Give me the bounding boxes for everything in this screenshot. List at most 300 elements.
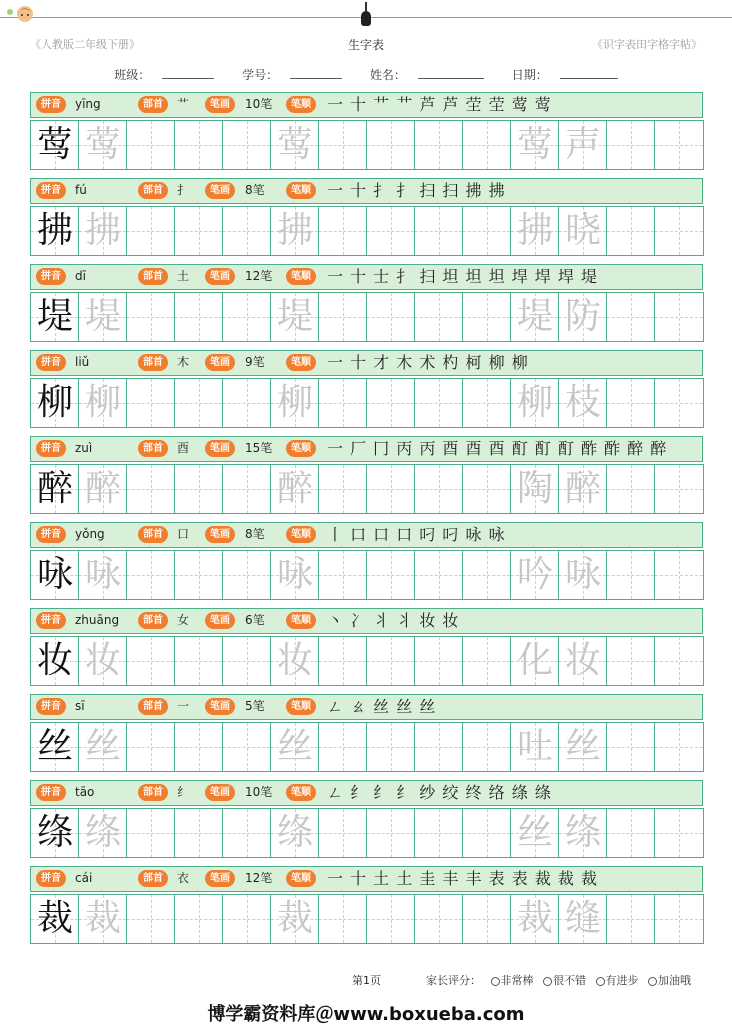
grid-cell[interactable]: [511, 379, 559, 427]
grid-cell[interactable]: [511, 293, 559, 341]
grid-cell[interactable]: [367, 637, 415, 685]
pinyin-value: yǒng: [75, 527, 105, 541]
grid-cell[interactable]: [127, 207, 175, 255]
model-character: 绦: [36, 812, 73, 853]
grid-cell[interactable]: [319, 723, 367, 771]
pinyin-tag: 拼音: [36, 612, 66, 629]
grid-cell[interactable]: [175, 465, 223, 513]
grid-cell[interactable]: [367, 723, 415, 771]
radical-value: 扌: [177, 183, 190, 197]
grid-cell[interactable]: [223, 465, 271, 513]
grid-cell[interactable]: [607, 293, 655, 341]
grid-cell[interactable]: [367, 895, 415, 943]
tian-grid-row: [30, 464, 704, 514]
grid-cell[interactable]: [367, 465, 415, 513]
grid-cell[interactable]: [559, 551, 607, 599]
grid-cell[interactable]: [463, 723, 511, 771]
grid-cell[interactable]: [607, 465, 655, 513]
grid-cell[interactable]: [511, 551, 559, 599]
grid-cell[interactable]: [31, 637, 79, 685]
grid-cell[interactable]: [655, 895, 703, 943]
pinyin-value: sī: [75, 699, 85, 713]
radical-value: 酉: [177, 441, 190, 455]
grid-cell[interactable]: [223, 293, 271, 341]
stroke-count: 10笔: [245, 97, 273, 111]
grid-cell[interactable]: [415, 637, 463, 685]
grid-cell[interactable]: [367, 293, 415, 341]
grid-cell[interactable]: [223, 207, 271, 255]
pinyin-tag: 拼音: [36, 698, 66, 715]
grid-cell[interactable]: [31, 207, 79, 255]
model-character: 咏: [36, 554, 73, 595]
strokes-tag: 笔画: [205, 526, 235, 543]
grid-cell[interactable]: [415, 465, 463, 513]
word-character: 妆: [564, 640, 601, 681]
character-meta-bar: [30, 780, 703, 806]
grid-cell[interactable]: [367, 809, 415, 857]
grid-cell[interactable]: [127, 379, 175, 427]
strokes-tag: 笔画: [205, 612, 235, 629]
pinyin-tag: 拼音: [36, 182, 66, 199]
grid-cell[interactable]: [415, 551, 463, 599]
stroke-order-tag: 笔顺: [286, 784, 316, 801]
grid-cell[interactable]: [127, 293, 175, 341]
stroke-count: 15笔: [245, 441, 273, 455]
model-character: 莺: [36, 124, 73, 165]
radical-tag: 部首: [138, 526, 168, 543]
grid-cell[interactable]: [415, 809, 463, 857]
word-character: 吟: [516, 554, 553, 595]
model-character: 裁: [36, 898, 73, 939]
grid-cell[interactable]: [223, 809, 271, 857]
grid-cell[interactable]: [655, 293, 703, 341]
grid-cell[interactable]: [271, 465, 319, 513]
grid-cell[interactable]: [271, 207, 319, 255]
word-character: 丝: [564, 726, 601, 767]
character-meta-bar: [30, 178, 703, 204]
grid-cell[interactable]: [463, 121, 511, 169]
grid-cell[interactable]: [223, 637, 271, 685]
page-title: 生字表: [347, 38, 384, 52]
grid-cell[interactable]: [559, 895, 607, 943]
grid-cell[interactable]: [655, 207, 703, 255]
pinyin-value: yīng: [75, 97, 101, 111]
grid-cell[interactable]: [511, 207, 559, 255]
stroke-order-tag: 笔顺: [286, 526, 316, 543]
grid-cell[interactable]: [367, 207, 415, 255]
radical-value: 艹: [177, 97, 190, 111]
grid-cell[interactable]: [31, 723, 79, 771]
stroke-order-tag: 笔顺: [286, 698, 316, 715]
strokes-tag: 笔画: [205, 354, 235, 371]
stroke-order-sequence: ㄥ ㄠ 丝 丝 丝: [327, 697, 437, 716]
word-character: 丝: [516, 812, 553, 853]
grid-cell[interactable]: [415, 293, 463, 341]
radical-value: 女: [177, 613, 190, 627]
trace-character: 妆: [276, 640, 313, 681]
grid-cell[interactable]: [463, 207, 511, 255]
grid-cell[interactable]: [127, 551, 175, 599]
rating-option-keep-going[interactable]: 加油哦: [648, 974, 691, 987]
strokes-tag: 笔画: [205, 870, 235, 887]
name-blank[interactable]: [418, 67, 484, 79]
grid-cell[interactable]: [271, 637, 319, 685]
strokes-tag: 笔画: [205, 268, 235, 285]
model-character: 醉: [36, 468, 73, 509]
radical-value: 木: [177, 355, 190, 369]
rating-option-good[interactable]: 很不错: [543, 974, 586, 987]
radical-tag: 部首: [138, 784, 168, 801]
grid-cell[interactable]: [127, 895, 175, 943]
word-character: 拂: [516, 210, 553, 251]
rating-option-excellent[interactable]: 非常棒: [491, 974, 534, 987]
pinyin-tag: 拼音: [36, 440, 66, 457]
grid-cell[interactable]: [175, 207, 223, 255]
grid-cell[interactable]: [79, 293, 127, 341]
grid-cell[interactable]: [175, 121, 223, 169]
radical-tag: 部首: [138, 612, 168, 629]
grid-cell[interactable]: [607, 723, 655, 771]
grid-cell[interactable]: [79, 121, 127, 169]
grid-cell[interactable]: [223, 895, 271, 943]
grid-cell[interactable]: [271, 379, 319, 427]
strokes-tag: 笔画: [205, 96, 235, 113]
word-character: 绦: [564, 812, 601, 853]
grid-cell[interactable]: [223, 723, 271, 771]
grid-cell[interactable]: [31, 293, 79, 341]
trace-character: 咏: [276, 554, 313, 595]
pinyin-value: dī: [75, 269, 86, 283]
grid-cell[interactable]: [223, 121, 271, 169]
name-label: 姓名：: [369, 68, 406, 82]
parent-rating: [426, 972, 691, 988]
grid-cell[interactable]: [607, 379, 655, 427]
grid-cell[interactable]: [463, 551, 511, 599]
word-character: 化: [516, 640, 553, 681]
trace-character: 莺: [84, 124, 121, 165]
id-blank[interactable]: [290, 67, 342, 79]
grid-cell[interactable]: [415, 379, 463, 427]
radical-tag: 部首: [138, 698, 168, 715]
word-character: 醉: [564, 468, 601, 509]
grid-cell[interactable]: [127, 809, 175, 857]
grid-cell[interactable]: [511, 637, 559, 685]
character-meta-bar: [30, 608, 703, 634]
tian-grid-row: [30, 378, 704, 428]
character-meta-bar: [30, 694, 703, 720]
radical-value: 一: [177, 699, 190, 713]
grid-cell[interactable]: [31, 121, 79, 169]
grid-cell[interactable]: [319, 207, 367, 255]
character-meta-bar: [30, 350, 703, 376]
stroke-order-sequence: ㄥ 纟 纟 纟 纱 绞 终 络 绦 绦: [327, 783, 552, 802]
grid-cell[interactable]: [175, 809, 223, 857]
pinyin-tag: 拼音: [36, 354, 66, 371]
grid-cell[interactable]: [79, 637, 127, 685]
grid-cell[interactable]: [655, 551, 703, 599]
trace-character: 醉: [84, 468, 121, 509]
grid-cell[interactable]: [319, 637, 367, 685]
tian-grid-row: [30, 206, 704, 256]
radical-tag: 部首: [138, 268, 168, 285]
student-info-line: [0, 66, 732, 83]
character-meta-bar: [30, 436, 703, 462]
grid-cell[interactable]: [223, 551, 271, 599]
grid-cell[interactable]: [367, 379, 415, 427]
grid-cell[interactable]: [31, 379, 79, 427]
pinyin-value: tāo: [75, 785, 95, 799]
grid-cell[interactable]: [31, 895, 79, 943]
grid-cell[interactable]: [463, 895, 511, 943]
pinyin-tag: 拼音: [36, 268, 66, 285]
grid-cell[interactable]: [607, 637, 655, 685]
grid-cell[interactable]: [223, 379, 271, 427]
trace-character: 拂: [84, 210, 121, 251]
grid-cell[interactable]: [127, 121, 175, 169]
grid-cell[interactable]: [511, 895, 559, 943]
stroke-order-tag: 笔顺: [286, 268, 316, 285]
grid-cell[interactable]: [175, 637, 223, 685]
grid-cell[interactable]: [655, 723, 703, 771]
grid-cell[interactable]: [415, 207, 463, 255]
book-series-label: 《人教版二年级下册》: [30, 38, 140, 51]
pinyin-tag: 拼音: [36, 784, 66, 801]
stroke-count: 9笔: [245, 355, 265, 369]
tian-grid-row: [30, 894, 704, 944]
grid-cell[interactable]: [607, 551, 655, 599]
strokes-tag: 笔画: [205, 784, 235, 801]
grid-cell[interactable]: [655, 465, 703, 513]
date-blank[interactable]: [560, 67, 618, 79]
stroke-count: 10笔: [245, 785, 273, 799]
id-label: 学号：: [242, 68, 279, 82]
grid-cell[interactable]: [31, 465, 79, 513]
pinyin-value: cái: [75, 871, 93, 885]
trace-character: 柳: [84, 382, 121, 423]
grid-cell[interactable]: [127, 637, 175, 685]
pinyin-value: fú: [75, 183, 87, 197]
radical-tag: 部首: [138, 182, 168, 199]
word-character: 声: [564, 124, 601, 165]
trace-character: 裁: [276, 898, 313, 939]
word-character: 咏: [564, 554, 601, 595]
class-label: 班级：: [114, 68, 151, 82]
model-character: 拂: [36, 210, 73, 251]
grid-cell[interactable]: [319, 379, 367, 427]
radical-value: 衣: [177, 871, 190, 885]
stroke-count: 12笔: [245, 871, 273, 885]
word-character: 吐: [516, 726, 553, 767]
grid-cell[interactable]: [175, 379, 223, 427]
grid-cell[interactable]: [271, 895, 319, 943]
grid-cell[interactable]: [559, 293, 607, 341]
grid-cell[interactable]: [415, 895, 463, 943]
grid-cell[interactable]: [655, 637, 703, 685]
grid-cell[interactable]: [319, 465, 367, 513]
grid-cell[interactable]: [463, 637, 511, 685]
stroke-order-sequence: 一 厂 冂 丙 丙 酉 酉 酉 酊 酊 酊 酢 酢 醉 醉: [327, 439, 668, 458]
mascot-logo: [5, 4, 37, 24]
grid-cell[interactable]: [271, 121, 319, 169]
grid-cell[interactable]: [367, 551, 415, 599]
stroke-count: 8笔: [245, 183, 265, 197]
class-blank[interactable]: [162, 67, 214, 79]
grid-cell[interactable]: [31, 809, 79, 857]
grid-cell[interactable]: [271, 293, 319, 341]
word-character: 防: [564, 296, 601, 337]
workbook-type-label: 《识字表田字格字帖》: [592, 38, 702, 51]
grid-cell[interactable]: [607, 121, 655, 169]
trace-character: 醉: [276, 468, 313, 509]
grid-cell[interactable]: [559, 207, 607, 255]
word-character: 裁: [516, 898, 553, 939]
tian-grid-row: [30, 636, 704, 686]
grid-cell[interactable]: [319, 895, 367, 943]
grid-cell[interactable]: [319, 121, 367, 169]
grid-cell[interactable]: [607, 895, 655, 943]
grid-cell[interactable]: [415, 723, 463, 771]
pinyin-tag: 拼音: [36, 96, 66, 113]
grid-cell[interactable]: [271, 551, 319, 599]
trace-character: 咏: [84, 554, 121, 595]
stroke-order-tag: 笔顺: [286, 870, 316, 887]
grid-cell[interactable]: [607, 809, 655, 857]
trace-character: 堤: [276, 296, 313, 337]
radical-value: 土: [177, 269, 190, 283]
tian-grid-row: [30, 808, 704, 858]
grid-cell[interactable]: [655, 809, 703, 857]
strokes-tag: 笔画: [205, 182, 235, 199]
trace-character: 莺: [276, 124, 313, 165]
grid-cell[interactable]: [175, 723, 223, 771]
tian-grid-row: [30, 722, 704, 772]
rating-option-improving[interactable]: 有进步: [596, 974, 639, 987]
stroke-order-sequence: 一 十 扌 扌 扫 扫 拂 拂: [327, 181, 506, 200]
grid-cell[interactable]: [31, 551, 79, 599]
grid-cell[interactable]: [175, 551, 223, 599]
stroke-count: 12笔: [245, 269, 273, 283]
grid-cell[interactable]: [559, 121, 607, 169]
grid-cell[interactable]: [463, 809, 511, 857]
grid-cell[interactable]: [319, 809, 367, 857]
tian-grid-row: [30, 550, 704, 600]
pinyin-value: zuì: [75, 441, 93, 455]
grid-cell[interactable]: [655, 121, 703, 169]
grid-cell[interactable]: [559, 379, 607, 427]
grid-cell[interactable]: [79, 551, 127, 599]
word-character: 莺: [516, 124, 553, 165]
word-character: 陶: [516, 468, 553, 509]
word-character: 晓: [564, 210, 601, 251]
grid-cell[interactable]: [175, 895, 223, 943]
radical-value: 纟: [177, 785, 190, 799]
grid-cell[interactable]: [463, 379, 511, 427]
stroke-count: 8笔: [245, 527, 265, 541]
trace-character: 拂: [276, 210, 313, 251]
tian-grid-row: [30, 292, 704, 342]
grid-cell[interactable]: [127, 465, 175, 513]
grid-cell[interactable]: [79, 723, 127, 771]
pinyin-tag: 拼音: [36, 526, 66, 543]
pinyin-value: zhuāng: [75, 613, 120, 627]
grid-cell[interactable]: [127, 723, 175, 771]
trace-character: 妆: [84, 640, 121, 681]
model-character: 妆: [36, 640, 73, 681]
grid-cell[interactable]: [79, 379, 127, 427]
trace-character: 堤: [84, 296, 121, 337]
word-character: 枝: [564, 382, 601, 423]
trace-character: 裁: [84, 898, 121, 939]
stroke-order-tag: 笔顺: [286, 440, 316, 457]
character-meta-bar: [30, 866, 703, 892]
stroke-count: 6笔: [245, 613, 265, 627]
pinyin-value: liǔ: [75, 355, 90, 369]
grid-cell[interactable]: [271, 809, 319, 857]
grid-cell[interactable]: [367, 121, 415, 169]
stroke-order-tag: 笔顺: [286, 612, 316, 629]
grid-cell[interactable]: [463, 293, 511, 341]
grid-cell[interactable]: [271, 723, 319, 771]
grid-cell[interactable]: [463, 465, 511, 513]
tian-grid-row: [30, 120, 704, 170]
grid-cell[interactable]: [559, 637, 607, 685]
character-meta-bar: [30, 264, 703, 290]
stroke-order-tag: 笔顺: [286, 182, 316, 199]
radical-tag: 部首: [138, 440, 168, 457]
lamp-icon: [361, 2, 371, 26]
grid-cell[interactable]: [511, 121, 559, 169]
radical-tag: 部首: [138, 96, 168, 113]
model-character: 柳: [36, 382, 73, 423]
character-meta-bar: [30, 522, 703, 548]
grid-cell[interactable]: [511, 809, 559, 857]
radical-tag: 部首: [138, 354, 168, 371]
stroke-order-sequence: 一 十 才 木 术 杓 柯 柳 柳: [327, 353, 529, 372]
radical-value: 口: [177, 527, 190, 541]
grid-cell[interactable]: [79, 895, 127, 943]
grid-cell[interactable]: [415, 121, 463, 169]
trace-character: 绦: [276, 812, 313, 853]
watermark: 博学霸资料库＠www.boxueba.com: [207, 1004, 525, 1025]
grid-cell[interactable]: [175, 293, 223, 341]
model-character: 堤: [36, 296, 73, 337]
grid-cell[interactable]: [607, 207, 655, 255]
pinyin-tag: 拼音: [36, 870, 66, 887]
grid-cell[interactable]: [559, 465, 607, 513]
grid-cell[interactable]: [559, 723, 607, 771]
word-character: 缝: [564, 898, 601, 939]
stroke-order-tag: 笔顺: [286, 354, 316, 371]
grid-cell[interactable]: [559, 809, 607, 857]
grid-cell[interactable]: [319, 293, 367, 341]
grid-cell[interactable]: [79, 465, 127, 513]
page-number: 第1页: [352, 974, 381, 987]
model-character: 丝: [36, 726, 73, 767]
grid-cell[interactable]: [511, 465, 559, 513]
grid-cell[interactable]: [511, 723, 559, 771]
stroke-order-sequence: 一 十 士 扌 扫 坦 坦 坦 垾 垾 垾 堤: [327, 267, 598, 286]
trace-character: 丝: [84, 726, 121, 767]
grid-cell[interactable]: [319, 551, 367, 599]
grid-cell[interactable]: [655, 379, 703, 427]
grid-cell[interactable]: [79, 207, 127, 255]
strokes-tag: 笔画: [205, 698, 235, 715]
trace-character: 绦: [84, 812, 121, 853]
radical-tag: 部首: [138, 870, 168, 887]
character-meta-bar: [30, 92, 703, 118]
trace-character: 丝: [276, 726, 313, 767]
grid-cell[interactable]: [79, 809, 127, 857]
